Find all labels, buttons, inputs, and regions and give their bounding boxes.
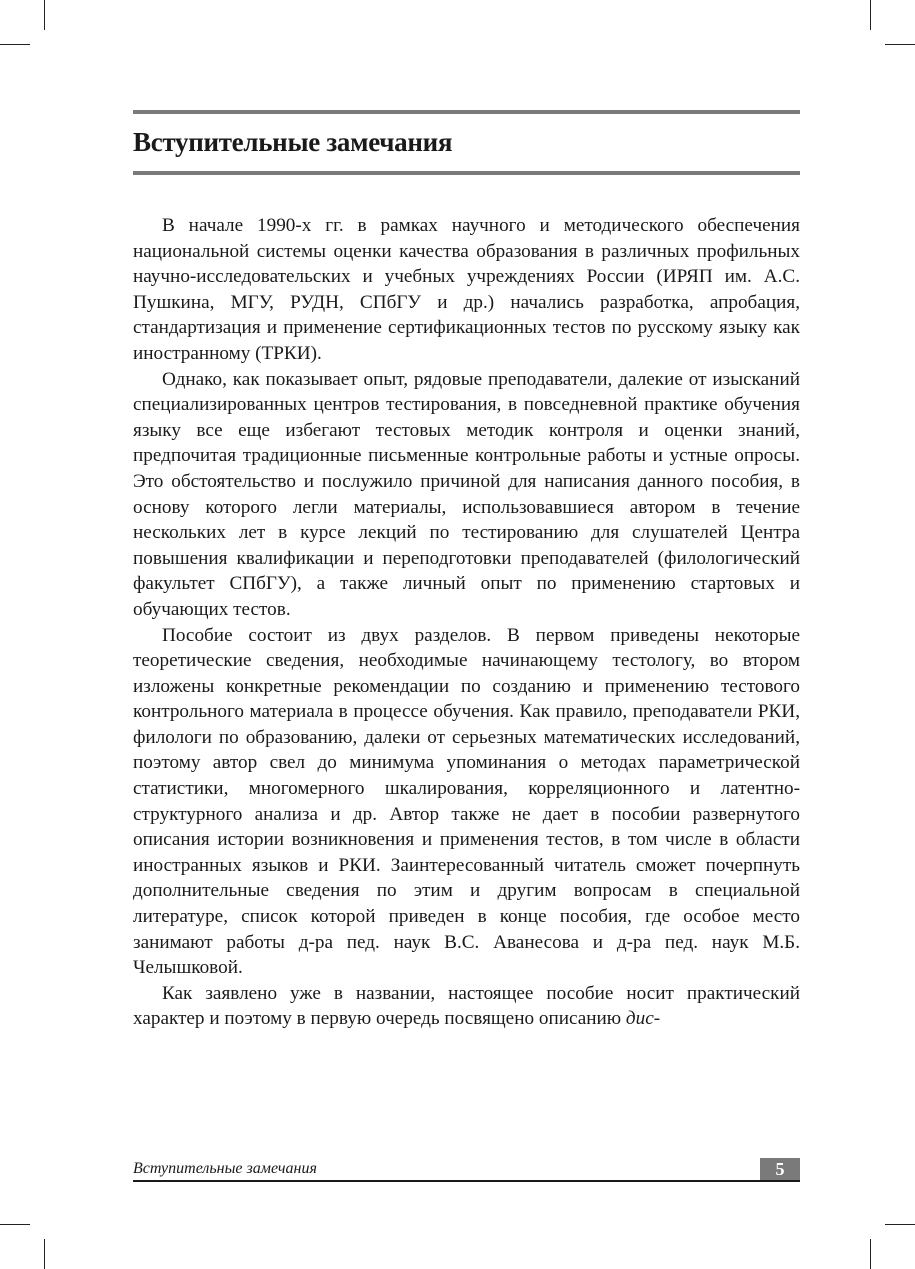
- italic-fragment: дис-: [625, 1008, 661, 1030]
- paragraph: Однако, как показывает опыт, рядовые преподаватели, далекие от изысканий специализированных центров тестирования, в повседневной практике обучения языку все еще избегают тестовых методик контроля и оценки знаний, предпочитая традиционные письменные контрольные работы и устные опросы. Это обстоятельство и послужило причиной для написания данного пособия, в основу которого легли материалы, использовавшиеся автором в течение нескольких лет в курсе лекций по тестированию для слушателей Центра повышения квалификации и переподготовки преподавателей (филологический факультет СПбГУ), а также личный опыт по применению стартовых и обучающих тестов.: [133, 368, 800, 620]
- paragraph-text: Как заявлено уже в названии, настоящее пособие носит практический характер и поэтому в первую очередь посвящено описанию: [133, 982, 800, 1030]
- crop-mark: [885, 44, 915, 45]
- crop-mark: [0, 1224, 30, 1225]
- heading-block: [133, 110, 800, 175]
- crop-mark: [0, 44, 30, 45]
- bottom-rule: [133, 171, 800, 175]
- running-title: Вступительные замечания: [133, 1160, 317, 1177]
- crop-mark: [885, 1224, 915, 1225]
- crop-mark: [870, 0, 871, 30]
- paragraph: Пособие состоит из двух разделов. В первом приведены некоторые теоретические сведения, необходимые начинающему тестологу, во втором изложены конкретные рекомендации по созданию и применению тестового контрольного материала в процессе обучения. Как правило, преподаватели РКИ, филологи по образованию, далеки от серьезных математических исследований, поэтому автор свел до минимума упоминания о методах параметрической статистики, многомерного шкалирования, корреляционного и латентно-структурного анализа и др. Автор также не дает в пособии развернутого описания истории возникновения и применения тестов, в том числе в области иностранных языков и РКИ. Заинтересованный читатель сможет почерпнуть дополнительные сведения по этим и другим вопросам в специальной литературе, список которой приведен в конце пособия, где особое место занимают работы д-ра пед. наук В.С. Аванесова и д-ра пед. наук М.Б. Челышковой.: [133, 624, 800, 979]
- page-footer: [133, 1158, 800, 1182]
- paragraph: В начале 1990-х гг. в рамках научного и методического обеспечения национальной системы оценки качества образования в различных профильных научно-исследовательских и учебных учреждениях России (ИРЯП им. А.С. Пушкина, МГУ, РУДН, СПбГУ и др.) начались разработка, апробация, стандартизация и применение сертификационных тестов по русскому языку как иностранному (ТРКИ).: [133, 215, 800, 364]
- crop-mark: [870, 1239, 871, 1269]
- footer-rule: [133, 1180, 800, 1182]
- crop-mark: [44, 0, 45, 30]
- page-number: 5: [760, 1158, 800, 1180]
- body-text: [133, 213, 800, 1032]
- paragraph-last: [133, 981, 800, 1032]
- crop-mark: [44, 1239, 45, 1269]
- page-title: Вступительные замечания: [133, 127, 453, 157]
